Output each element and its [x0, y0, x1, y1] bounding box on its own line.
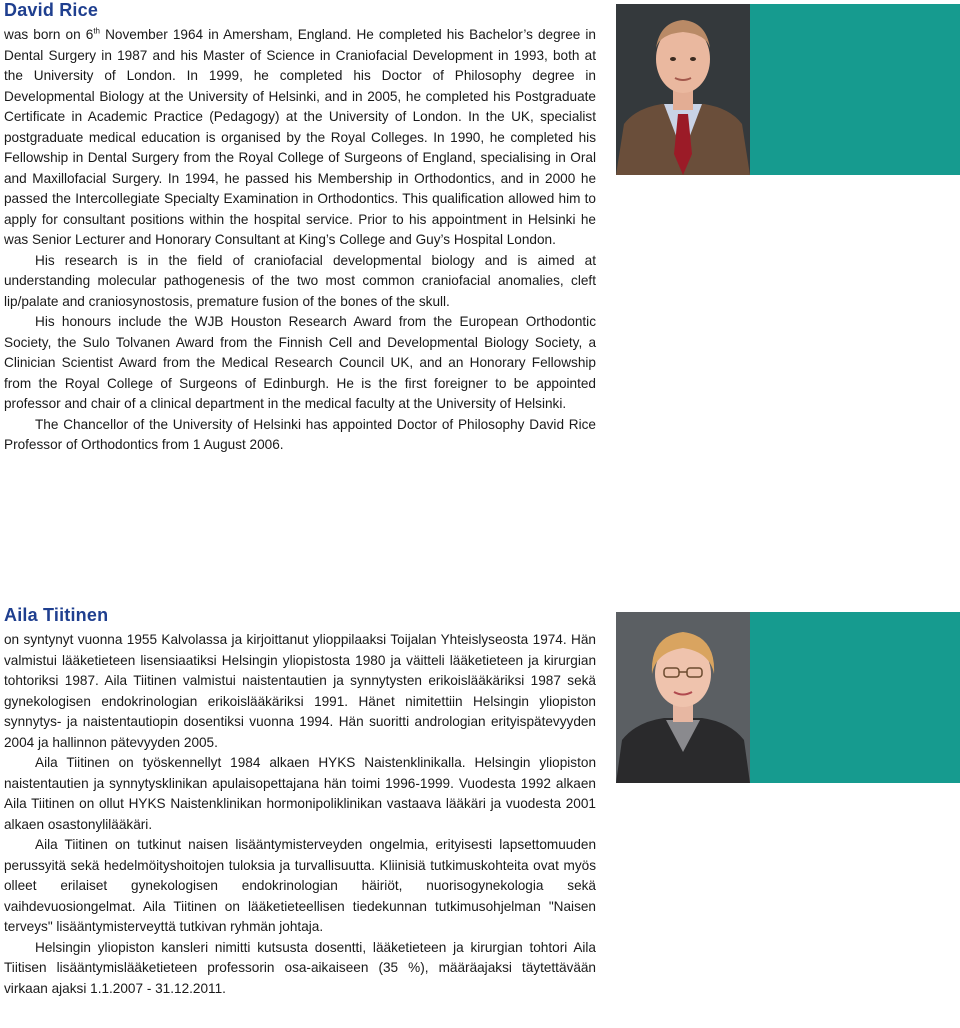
- photo-block-david-rice: [616, 4, 960, 175]
- bio-paragraph: Helsingin yliopiston kansleri nimitti kutsusta dosentti, lääketieteen ja kirurgian tohtori Aila Tiitisen lisääntymislääketieteen professorin osa-aikaiseen (35 %), määräajaksi täytettävään virkaan ajaksi 1.1.2007 - 31.12.2011.: [4, 939, 596, 996]
- person-name-heading: Aila Tiitinen: [4, 605, 109, 625]
- bio-paragraph: His research is in the field of craniofacial developmental biology and is aimed at understanding molecular pathogenesis of the two most common craniofacial anomalies, cleft lip/palate and craniosynostosis, premature fusion of the bones of the skull.: [4, 252, 596, 309]
- person-name-heading: David Rice: [4, 0, 99, 20]
- portrait-illustration: [616, 4, 750, 175]
- bio-paragraph: His honours include the WJB Houston Research Award from the European Orthodontic Society, the Sulo Tolvanen Award from the Finnish Cell and Developmental Biology Society, a Clinician Scientist Award from the Medical Research Council UK, and an Honorary Fellowship from the Royal College of Surgeons of Edinburgh. He is the first foreigner to be appointed professor and chair of a clinical department in the medical faculty at the University of Helsinki.: [4, 314, 596, 411]
- intro-text-start: was born on 6: [4, 27, 94, 42]
- photo-block-aila-tiitinen: [616, 612, 960, 783]
- bio-david-rice: [4, 0, 596, 456]
- bio-paragraph: Aila Tiitinen on työskennellyt 1984 alkaen HYKS Naistenklinikalla. Helsingin yliopiston naistentautien ja synnytysklinikan apulaisopettajana hän toimi 1996-1999. Vuodesta 1992 alkaen Aila Tiitinen on ollut HYKS Naistenklinikan hormonipoliklinikan vastaava lääkäri ja vuodesta 2001 alkaen osastonylilääkäri.: [4, 755, 596, 832]
- portrait-photo: [616, 612, 750, 783]
- bio-intro-paragraph: on syntynyt vuonna 1955 Kalvolassa ja kirjoittanut ylioppilaaksi Toijalan Yhteislyseosta 1974. Hän valmistui lääketieteen lisensiaatiksi Helsingin yliopistosta 1980 ja väitteli lääketieteen ja kirurgian tohtoriksi 1987. Aila Tiitinen valmistui naistentautien ja synnytysten erikoislääkäriksi 1987 sekä gynekologisen endokrinologian erikoislääkäriksi 1991. Hänet nimitettiin Helsingin yliopiston synnytys- ja naistentautiopin dosentiksi vuonna 1994. Hän suoritti andrologian erityispätevyyden 2004 ja hallinnon pätevyyden 2005.: [4, 632, 596, 750]
- ordinal-suffix: th: [93, 26, 100, 36]
- portrait-photo: [616, 4, 750, 175]
- portrait-illustration: [616, 612, 750, 783]
- bio-intro-paragraph: [4, 25, 596, 251]
- accent-panel: [750, 612, 960, 783]
- bio-paragraph: Aila Tiitinen on tutkinut naisen lisääntymisterveyden ongelmia, erityisesti lapsettomuuden perussyitä sekä hedelmöityshoitojen tuloksia ja turvallisuutta. Kliinisiä tutkimuskohteita ovat myös olleet erilaiset gynekologisen endokrinologian häiriöt, nuorisogynekologia sekä vaihdevuosiongelmat. Aila Tiitinen on lääketieteellisen tiedekunnan tutkimusohjelman "Naisen terveys" lisääntymisterveyttä tutkivan ryhmän johtaja.: [4, 837, 596, 934]
- bio-paragraph: The Chancellor of the University of Helsinki has appointed Doctor of Philosophy David Rice Professor of Orthodontics from 1 August 2006.: [4, 416, 596, 452]
- intro-text-rest: November 1964 in Amersham, England. He completed his Bachelor’s degree in Dental Surgery in 1987 and his Master of Science in Craniofacial Development in 1993, both at the University of London. In 1999, he completed his Doctor of Philosophy degree in Developmental Biology at the University of Helsinki, and in 2005, he completed his Postgraduate Certificate in Academic Practice (Pedagogy) at the University of London. In the UK, specialist postgraduate medical education is organised by the Royal Colleges. In 1990, he completed his Fellowship in Dental Surgery from the Royal College of Surgeons of England, specialising in Oral and Maxillofacial Surgery. In 1994, he passed his Membership in Orthodontics, and in 2000 he passed the Intercollegiate Specialty Examination in Orthodontics. This qualification allowed him to apply for consultant positions within the hospital service. Prior to his appointment in Helsinki he was Senior Lecturer and Honorary Consultant at King’s College and Guy’s Hospital London.: [4, 27, 596, 247]
- accent-panel: [750, 4, 960, 175]
- bio-aila-tiitinen: [4, 605, 596, 999]
